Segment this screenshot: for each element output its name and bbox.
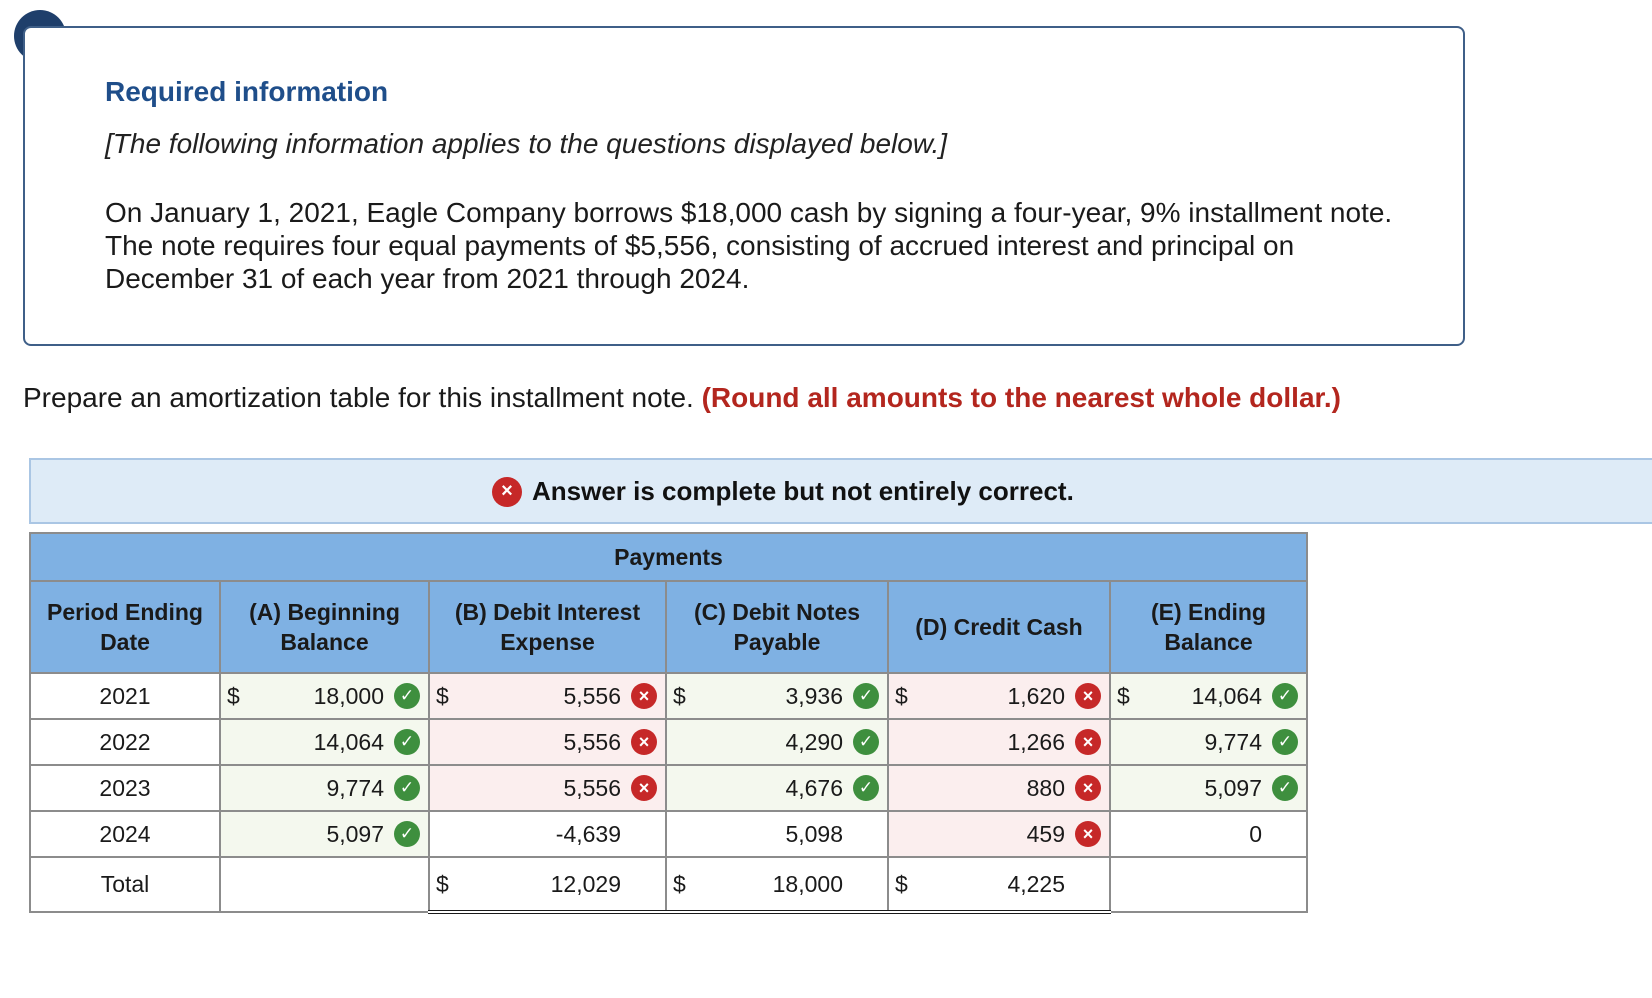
incorrect-icon: ×: [492, 477, 522, 507]
credit-cash-cell[interactable]: [888, 811, 1110, 857]
notes-payable-input[interactable]: 5,098: [785, 820, 843, 847]
header-ending-balance: (E) Ending Balance: [1110, 581, 1307, 673]
check-icon: ✓: [394, 821, 420, 847]
incorrect-icon: ×: [1075, 821, 1101, 847]
ending-balance-cell[interactable]: [1110, 673, 1307, 719]
payments-header: Payments: [30, 533, 1307, 581]
currency-symbol: $: [895, 682, 908, 709]
beginning-balance-input[interactable]: 9,774: [326, 774, 384, 801]
currency-symbol: $: [673, 682, 686, 709]
ending-balance-cell[interactable]: [1110, 811, 1307, 857]
check-icon: ✓: [394, 729, 420, 755]
interest-expense-input[interactable]: 5,556: [563, 728, 621, 755]
check-icon: ✓: [1272, 775, 1298, 801]
total-credit-cash: 4,225: [1007, 870, 1065, 897]
interest-expense-cell[interactable]: [429, 719, 666, 765]
header-notes-payable: (C) Debit Notes Payable: [666, 581, 888, 673]
interest-expense-cell[interactable]: [429, 765, 666, 811]
ending-balance-input[interactable]: 5,097: [1204, 774, 1262, 801]
credit-cash-cell[interactable]: [888, 719, 1110, 765]
rounding-note: (Round all amounts to the nearest whole dollar.): [701, 382, 1341, 413]
interest-expense-input[interactable]: 5,556: [563, 682, 621, 709]
ending-balance-cell[interactable]: [1110, 765, 1307, 811]
table-row: [30, 811, 1307, 857]
total-label: Total: [30, 857, 220, 912]
instruction: [23, 382, 1341, 414]
check-icon: ✓: [394, 683, 420, 709]
currency-symbol: $: [227, 682, 240, 709]
incorrect-icon: ×: [631, 729, 657, 755]
notes-payable-cell[interactable]: [666, 811, 888, 857]
beginning-balance-input[interactable]: 18,000: [313, 682, 384, 709]
total-credit-cash-cell: [888, 857, 1110, 912]
interest-expense-input[interactable]: -4,639: [555, 820, 621, 847]
total-interest-expense-cell: [429, 857, 666, 912]
period-cell: 2021: [30, 673, 220, 719]
table-row: [30, 765, 1307, 811]
table-row: [30, 719, 1307, 765]
check-icon: ✓: [853, 775, 879, 801]
check-icon: ✓: [853, 729, 879, 755]
incorrect-icon: ×: [1075, 775, 1101, 801]
total-blank-cell: [220, 857, 429, 912]
check-icon: ✓: [394, 775, 420, 801]
total-row: [30, 857, 1307, 912]
check-icon: ✓: [853, 683, 879, 709]
currency-symbol: $: [436, 870, 449, 897]
credit-cash-input[interactable]: 880: [1026, 774, 1065, 801]
total-interest-expense: 12,029: [550, 870, 621, 897]
check-icon: ✓: [1272, 729, 1298, 755]
ending-balance-cell[interactable]: [1110, 719, 1307, 765]
incorrect-icon: ×: [1075, 683, 1101, 709]
check-icon: ✓: [1272, 683, 1298, 709]
ending-balance-input[interactable]: 14,064: [1191, 682, 1262, 709]
total-notes-payable: 18,000: [772, 870, 843, 897]
period-cell: 2023: [30, 765, 220, 811]
notes-payable-cell[interactable]: [666, 719, 888, 765]
header-period: Period Ending Date: [30, 581, 220, 673]
currency-symbol: $: [436, 682, 449, 709]
header-interest-expense: (B) Debit Interest Expense: [429, 581, 666, 673]
currency-symbol: $: [673, 870, 686, 897]
credit-cash-cell[interactable]: [888, 673, 1110, 719]
notes-payable-input[interactable]: 3,936: [785, 682, 843, 709]
beginning-balance-input[interactable]: 5,097: [326, 820, 384, 847]
header-credit-cash: (D) Credit Cash: [888, 581, 1110, 673]
beginning-balance-input[interactable]: 14,064: [313, 728, 384, 755]
feedback-message: Answer is complete but not entirely correct.: [532, 476, 1074, 506]
total-notes-payable-cell: [666, 857, 888, 912]
info-body: On January 1, 2021, Eagle Company borrows $18,000 cash by signing a four-year, 9% installment note. The note requires four equal payments of $5,556, consisting of accrued interest and principal on December 31 of each year from 2021 through 2024.: [105, 197, 1393, 294]
required-information-box: [23, 26, 1465, 346]
period-cell: 2022: [30, 719, 220, 765]
credit-cash-input[interactable]: 1,266: [1007, 728, 1065, 755]
beginning-balance-cell[interactable]: [220, 811, 429, 857]
header-beginning-balance: (A) Beginning Balance: [220, 581, 429, 673]
interest-expense-cell[interactable]: [429, 811, 666, 857]
info-title: Required information: [105, 76, 389, 107]
interest-expense-cell[interactable]: [429, 673, 666, 719]
notes-payable-input[interactable]: 4,676: [785, 774, 843, 801]
total-blank-cell: [1110, 857, 1307, 912]
credit-cash-input[interactable]: 1,620: [1007, 682, 1065, 709]
credit-cash-input[interactable]: 459: [1026, 820, 1065, 847]
beginning-balance-cell[interactable]: [220, 719, 429, 765]
beginning-balance-cell[interactable]: [220, 673, 429, 719]
currency-symbol: $: [1117, 682, 1130, 709]
currency-symbol: $: [895, 870, 908, 897]
notes-payable-input[interactable]: 4,290: [785, 728, 843, 755]
table-row: [30, 673, 1307, 719]
incorrect-icon: ×: [1075, 729, 1101, 755]
interest-expense-input[interactable]: 5,556: [563, 774, 621, 801]
incorrect-icon: ×: [631, 683, 657, 709]
incorrect-icon: ×: [631, 775, 657, 801]
period-cell: 2024: [30, 811, 220, 857]
ending-balance-input[interactable]: 9,774: [1204, 728, 1262, 755]
feedback-banner: [29, 458, 1652, 524]
info-subtitle: [The following information applies to the questions displayed below.]: [105, 128, 948, 159]
credit-cash-cell[interactable]: [888, 765, 1110, 811]
notes-payable-cell[interactable]: [666, 673, 888, 719]
beginning-balance-cell[interactable]: [220, 765, 429, 811]
ending-balance-input[interactable]: 0: [1249, 820, 1262, 847]
notes-payable-cell[interactable]: [666, 765, 888, 811]
amortization-table: [29, 532, 1308, 914]
instruction-text: Prepare an amortization table for this installment note.: [23, 382, 702, 413]
